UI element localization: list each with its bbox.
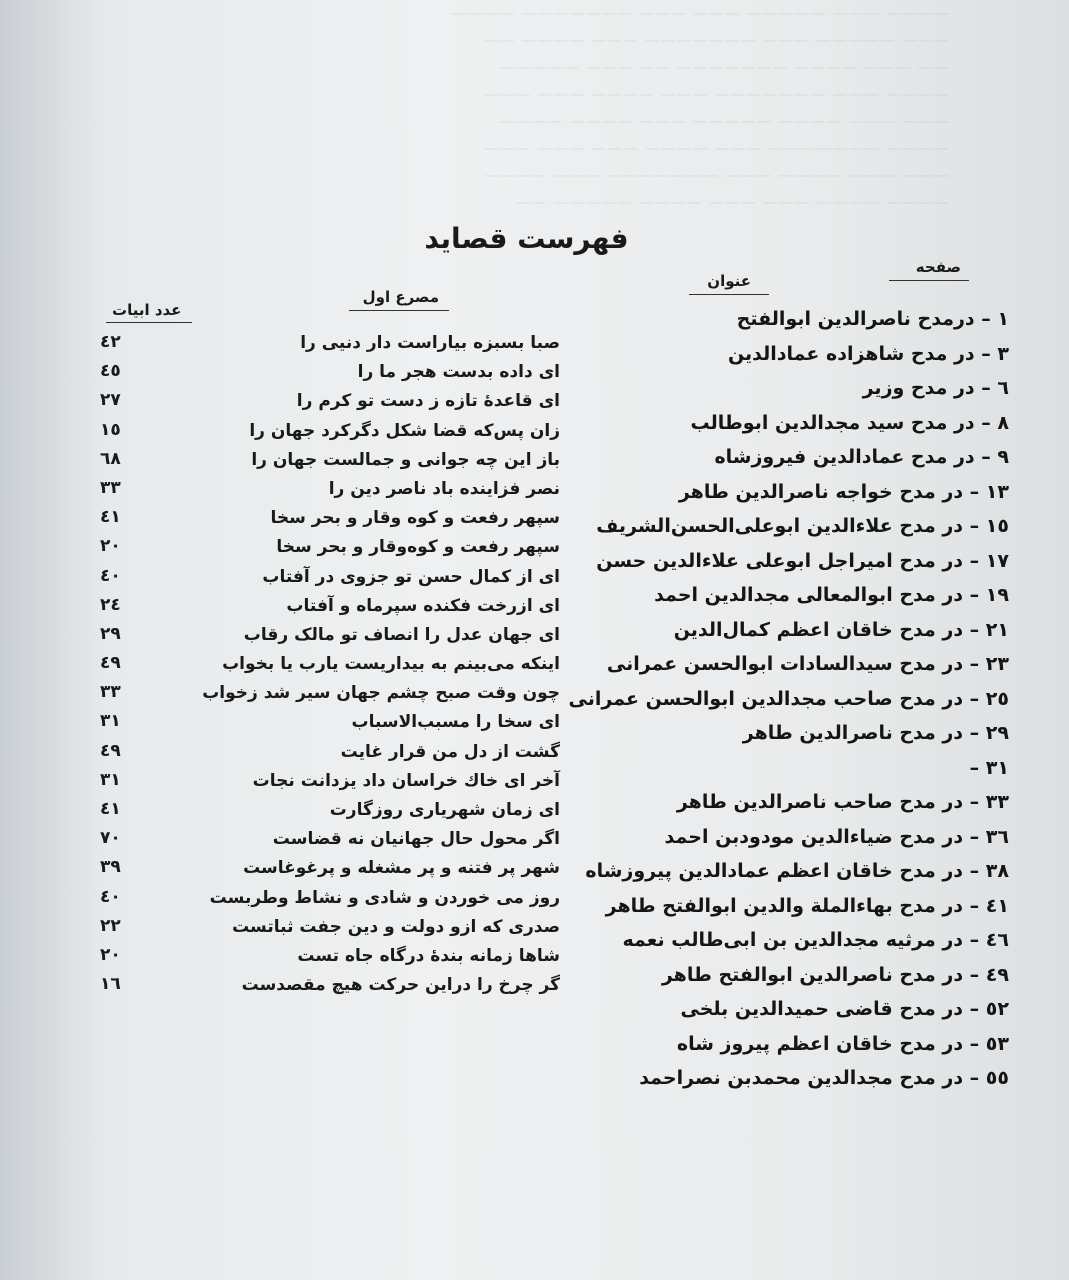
- list-item: [100, 445, 560, 474]
- list-item: [100, 941, 560, 970]
- list-item: [100, 532, 560, 561]
- column-header-title: عنوان: [707, 272, 751, 290]
- first-line-text: آخر ای خاك خراسان داد یزدانت نجات: [252, 770, 560, 791]
- list-item: ٣١ –: [969, 756, 1009, 779]
- first-line-text: ای سخا را مسبب‌الاسباب: [351, 712, 560, 733]
- header-underline: [689, 294, 769, 295]
- verse-count: ٤١: [100, 507, 121, 528]
- first-line-text: صدری که ازو دولت و دین جفت ثباتست: [232, 916, 560, 937]
- list-item: [100, 766, 560, 795]
- list-item: [100, 853, 560, 882]
- list-item: ٢٩ – در مدح ناصرالدین طاهر: [742, 722, 1009, 744]
- list-item: ٥٣ – در مدح خاقان اعظم پیروز شاه: [676, 1032, 1009, 1055]
- list-item: [100, 795, 560, 824]
- first-line-text: ای قاعدهٔ تازه ز دست تو کرم را: [296, 391, 560, 412]
- list-item: ٥٢ – در مدح قاضی حمیدالدین بلخی: [680, 998, 1009, 1020]
- list-item: [100, 707, 560, 736]
- verse-count: ٢٢: [100, 915, 121, 936]
- list-item: [100, 416, 560, 445]
- page-title: فهرست قصاید: [424, 222, 629, 255]
- list-item: ٨ – در مدح سید مجدالدین ابوطالب: [690, 411, 1009, 434]
- list-item: ١ – درمدح ناصرالدین ابوالفتح: [736, 308, 1009, 330]
- verse-count: ٤٥: [100, 361, 121, 382]
- first-line-text: اگر محول حال جهانیان نه قضاست: [272, 829, 560, 850]
- list-item: ١٩ – در مدح ابوالمعالی مجدالدین احمد: [654, 584, 1009, 606]
- list-item: ٣٣ – در مدح صاحب ناصرالدین طاهر: [676, 791, 1009, 813]
- list-item: ١٧ – در مدح امیراجل ابوعلی علاءالدین حسن: [596, 549, 1009, 572]
- column-header-first-line: مصرع اول: [362, 288, 439, 306]
- verse-count: ٢٧: [100, 390, 121, 411]
- list-item: ٣٨ – در مدح خاقان اعظم عمادالدین پیروزشاه: [585, 860, 1009, 882]
- list-item: [100, 912, 560, 941]
- verse-count: ١٦: [100, 974, 121, 995]
- verse-count: ٢٩: [100, 623, 121, 644]
- first-line-text: ای داده بدست هجر ما را: [357, 362, 560, 383]
- list-item: [100, 678, 560, 707]
- list-item: ٣ – در مدح شاهزاده عمادالدین: [727, 342, 1009, 365]
- list-item: ٤١ – در مدح بهاءالملة والدین ابوالفتح طاهر: [605, 894, 1009, 917]
- verse-count: ٧٠: [100, 828, 121, 849]
- first-line-text: گشت از دل من قرار غایت: [340, 741, 560, 762]
- poem-title-list: [529, 302, 1009, 1096]
- list-item: [100, 737, 560, 766]
- first-line-text: شاها زمانه بندهٔ درگاه جاه تست: [297, 945, 560, 966]
- first-line-text: روز می خوردن و شادی و نشاط وطربست: [209, 887, 560, 908]
- list-item: [100, 883, 560, 912]
- verse-count: ٣١: [100, 711, 121, 732]
- list-item: [100, 357, 560, 386]
- first-line-text: باز این چه جوانی و جمالست جهان را: [251, 449, 560, 470]
- list-item: ١٣ – در مدح خواجه ناصرالدین طاهر: [678, 480, 1009, 503]
- list-item: [100, 620, 560, 649]
- first-line-text: چون وقت صبح چشم جهان سیر شد زخواب: [202, 683, 560, 704]
- verse-count: ٣٣: [100, 477, 121, 498]
- list-item: [100, 328, 560, 357]
- first-line-text: نصر فزاینده باد ناصر دین را: [328, 478, 560, 499]
- verse-count: ٣٣: [100, 682, 121, 703]
- list-item: [100, 386, 560, 415]
- bleed-through-text: ———— ——— ————— ——— ——— ——————— ———— ——— ————— ——— ——————— ——— ———— —— —— ——— ———— ——————— —— ——— ————— ———— ——— ——————— ——— ———— ——— ——— ——— ——— ———— ————— ——— ———— ———— ———— ——————— ——— ———— ——— ——— ——— ——— ——— ———— ——— ——————— ——— ———— ———— ———— ——— ——— ———— ————— ——: [451, 4, 950, 211]
- first-line-text: ای جهان عدل را انصاف تو مالک رقاب: [243, 624, 560, 645]
- list-item: ٦ – در مدح وزیر: [862, 377, 1009, 399]
- header-underline: [349, 310, 449, 311]
- verse-count: ٤١: [100, 799, 121, 819]
- list-item: [100, 474, 560, 503]
- verse-count: ٤٩: [100, 740, 121, 761]
- first-line-text: زان پس‌که قضا شکل دگرکرد جهان را: [249, 420, 560, 441]
- first-line-text: سپهر رفعت و کوه وقار و بحر سخا: [270, 508, 560, 529]
- verse-count: ٤٠: [100, 565, 121, 586]
- column-header-page: صفحه: [915, 258, 961, 276]
- first-line-text: صبا بسبزه بیاراست دار دنیی را: [300, 333, 560, 353]
- list-item: ٢٥ – در مدح صاحب مجدالدین ابوالحسن عمرانی: [568, 687, 1009, 710]
- list-item: [100, 562, 560, 591]
- list-item: ٩ – در مدح عمادالدین فیروزشاه: [714, 446, 1009, 468]
- first-line-text: ای زمان شهریاری روزگارت: [329, 800, 560, 820]
- column-header-verse-count: عدد ابیات: [112, 301, 182, 319]
- verse-count: ١٥: [100, 419, 121, 440]
- list-item: [100, 824, 560, 853]
- verse-count: ٢٠: [100, 944, 121, 965]
- list-item: ٤٦ – در مرثیه مجدالدین بن ابی‌طالب نعمه: [622, 929, 1009, 951]
- first-line-list: [100, 328, 560, 999]
- list-item: ٣٦ – در مدح ضیاءالدین مودودبن احمد: [664, 825, 1009, 848]
- list-item: [100, 591, 560, 620]
- verse-count: ٤٩: [100, 653, 121, 674]
- verse-count: ٤٢: [100, 332, 121, 352]
- header-underline: [889, 280, 969, 281]
- first-line-text: ای از کمال حسن تو جزوی در آفتاب: [262, 566, 560, 587]
- header-underline: [106, 322, 192, 323]
- verse-count: ٢٠: [100, 536, 121, 557]
- verse-count: ٢٤: [100, 594, 121, 615]
- first-line-text: شهر پر فتنه و پر مشغله و پرغوغاست: [243, 858, 560, 879]
- first-line-text: ای ازرخت فکنده سپرماه و آفتاب: [286, 595, 560, 616]
- first-line-text: سپهر رفعت و کوه‌وقار و بحر سخا: [276, 537, 560, 558]
- verse-count: ٦٨: [100, 448, 121, 469]
- list-item: [100, 503, 560, 532]
- first-line-text: گر چرخ را دراین حرکت هیچ مقصدست: [241, 975, 560, 996]
- list-item: ٥٥ – در مدح مجدالدین محمدبن نصراحمد: [639, 1067, 1009, 1089]
- verse-count: ٣٩: [100, 857, 121, 878]
- list-item: [100, 970, 560, 999]
- verse-count: ٣١: [100, 769, 121, 790]
- verse-count: ٤٠: [100, 886, 121, 907]
- list-item: ٤٩ – در مدح ناصرالدین ابوالفتح طاهر: [661, 963, 1009, 986]
- list-item: [100, 649, 560, 678]
- list-item: ٢١ – در مدح خاقان اعظم کمال‌الدین: [673, 618, 1009, 641]
- list-item: ٢٣ – در مدح سیدالسادات ابوالحسن عمرانی: [606, 653, 1009, 675]
- first-line-text: اینکه می‌بینم به بیداریست یارب یا بخواب: [222, 654, 560, 675]
- list-item: ١٥ – در مدح علاءالدین ابوعلی‌الحسن‌الشریف: [596, 515, 1009, 537]
